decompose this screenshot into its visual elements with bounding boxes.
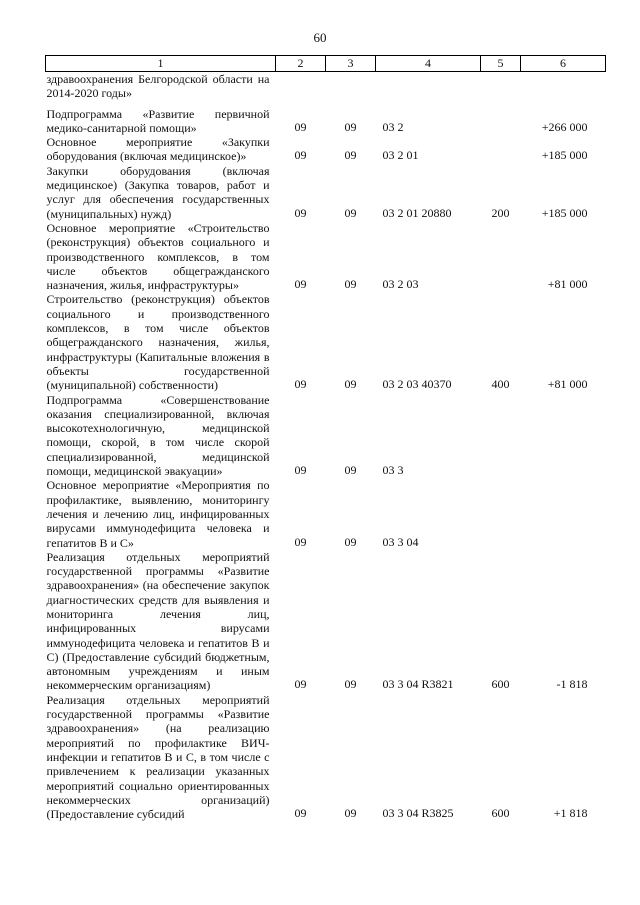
row-section: 09 [294,205,307,220]
header-col-3: 3 [326,56,376,72]
row-target-code: 03 2 03 40370 [382,377,452,392]
row-expense-type [481,221,521,292]
row-expense-type: 200 [491,205,510,220]
row-section: 09 [294,277,307,292]
table-row [46,164,606,221]
row-name: Закупки оборудования (включая медицинское) (Закупка товаров, работ и услуг для обеспечения государственных (муниципальных) нужд) [46,163,270,221]
row-name: Реализация отдельных мероприятий государственной программы «Развитие здравоохранения» (на обеспечение закупок диагностических средств для выявления и мониторинга лечения лиц, инфицированных вирусами иммунодефицита человека и гепатитов В и С) (Предоставление субсидий бюджетным, автономным учреждениям и иным некоммерческим организациям) [46,549,270,693]
row-target-code: 03 2 03 [382,277,419,292]
table-row [46,72,606,101]
header-col-5: 5 [481,56,521,72]
row-expense-type [481,393,521,479]
row-subsection: 09 [344,148,357,163]
row-section: 09 [294,119,307,134]
row-amount: -1 818 [556,677,588,692]
row-subsection: 09 [344,534,357,549]
row-expense-type [481,135,521,164]
header-col-4: 4 [376,56,481,72]
row-section: 09 [294,148,307,163]
row-section: 09 [294,806,307,821]
row-amount [521,72,606,101]
row-target-code: 03 3 04 R3821 [382,677,454,692]
row-subsection: 09 [344,277,357,292]
table-row [46,550,606,693]
table-row [46,693,606,822]
row-section: 09 [294,463,307,478]
row-expense-type [481,107,521,136]
row-target-code: 03 2 01 20880 [382,205,452,220]
table-row [46,393,606,479]
page-number: 60 [313,30,327,45]
row-subsection: 09 [344,806,357,821]
row-subsection: 09 [344,377,357,392]
row-target-code: 03 3 [382,463,404,478]
row-name: Строительство (реконструкция) объектов социального и производственного комплексов, в том числе объектов общегражданского назначения, жилья, инфраструктуры (Капитальные вложения в объекты государственной (муниципальной) собственности) [46,292,270,393]
row-name: Основное мероприятие «Мероприятия по профилактике, выявлению, мониторингу лечения и лечению лиц, инфицированных вирусами иммунодефицита человека и гепатитов В и С» [46,478,270,550]
row-expense-type: 600 [491,806,510,821]
row-amount: +1 818 [553,806,588,821]
header-col-2: 2 [276,56,326,72]
row-target-code: 03 2 [382,119,404,134]
row-section: 09 [294,534,307,549]
row-subsection: 09 [344,119,357,134]
row-amount: +185 000 [541,148,588,163]
row-subsection [326,72,376,101]
row-subsection: 09 [344,463,357,478]
table-row [46,135,606,164]
header-col-1: 1 [46,56,276,72]
row-expense-type [481,478,521,549]
table-row [46,292,606,392]
table-row [46,107,606,136]
row-expense-type: 400 [491,377,510,392]
row-target-code: 03 2 01 [382,148,419,163]
row-name: здравоохранения Белгородской области на 2014-2020 годы» [46,72,270,101]
row-amount: +185 000 [541,205,588,220]
row-amount: +81 000 [547,277,588,292]
row-name: Основное мероприятие «Строительство (реконструкция) объектов социального и производственного комплексов, в том числе объектов общегражданского назначения, жилья, инфраструктуры» [46,220,270,293]
row-section: 09 [294,377,307,392]
row-amount [521,393,606,479]
row-section: 09 [294,677,307,692]
row-expense-type [481,72,521,101]
budget-table [45,55,606,821]
row-expense-type: 600 [491,677,510,692]
row-section [276,72,326,101]
row-target-code: 03 3 04 [382,534,419,549]
row-amount: +81 000 [547,377,588,392]
table-row [46,478,606,549]
row-target-code [376,72,481,101]
header-col-6: 6 [521,56,606,72]
row-target-code: 03 3 04 R3825 [382,806,454,821]
row-subsection: 09 [344,205,357,220]
row-amount: +266 000 [541,119,588,134]
row-name: Подпрограмма «Совершенствование оказания специализированной, включая высокотехнологичную, медицинской помощи, скорой, в том числе скорой специализированной, медицинской помощи, медицинской эвакуации» [46,392,270,479]
table-header-row [46,56,606,72]
row-amount [521,478,606,549]
row-name: Подпрограмма «Развитие первичной медико-санитарной помощи» [46,106,270,135]
row-subsection: 09 [344,677,357,692]
table-row [46,221,606,292]
row-name: Реализация отдельных мероприятий государственной программы «Развитие здравоохранения» (на реализацию мероприятий по профилактике ВИЧ-инфекции и гепатитов В и С, в том числе с привлечением к реализации указанных мероприятий социально ориентированных некоммерческих организаций) (Предоставление субсидий [46,692,270,822]
row-name: Основное мероприятие «Закупки оборудования (включая медицинское)» [46,135,270,164]
